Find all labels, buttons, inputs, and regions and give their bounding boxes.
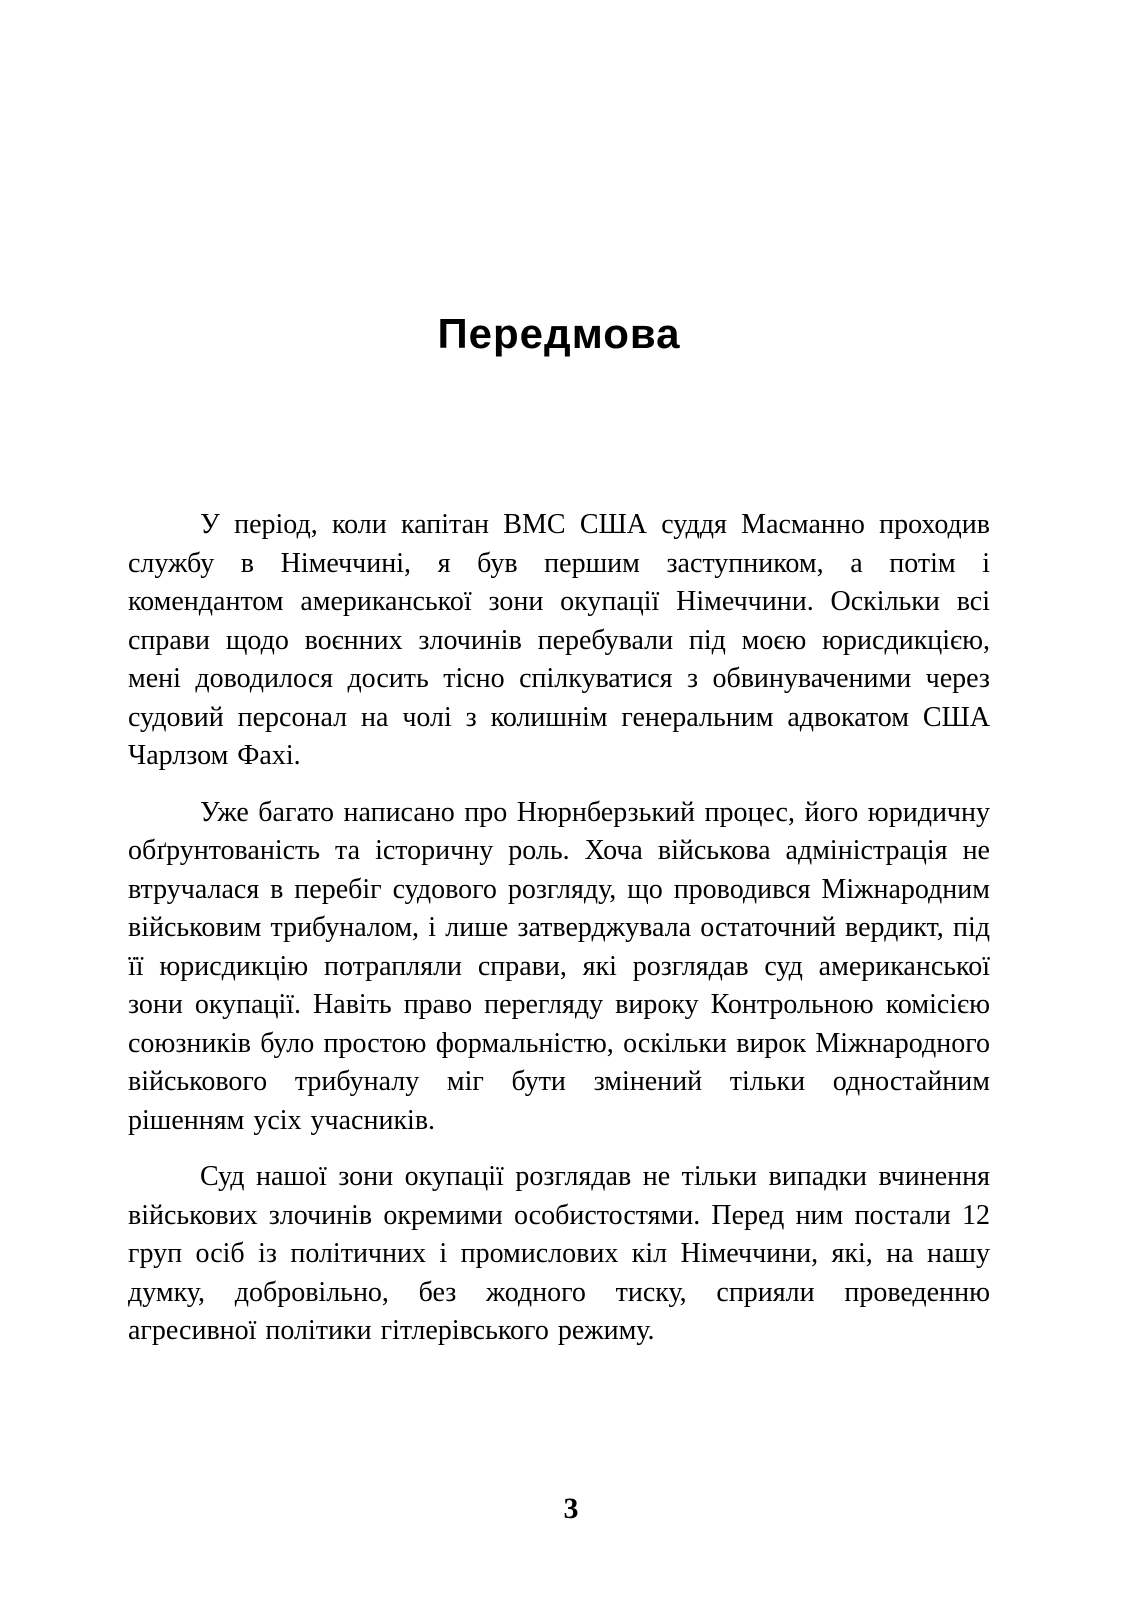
paragraph: Суд нашої зони окупації розглядав не тільки випадки вчинення військових злочинів окремими особистостями. Перед ним постали 12 груп осіб із політичних і промислових кіл Німеччини, які, на нашу думку, добровільно, без жодного тиску, сприяли проведенню агресивної політики гітлерівського режиму. xyxy=(128,1161,990,1346)
page-title: Передмова xyxy=(437,310,681,357)
paragraph: Уже багато написано про Нюрнберзький процес, його юридичну обґрунтованість та історичну роль. Хоча військова адміністрація не втручалася в перебіг судового розгляду, що проводився Міжнародним військовим трибуналом, і лише затверджувала остаточний вердикт, під її юрисдикцію потрапляли справи, які розглядав суд американської зони окупації. Навіть право перегляду вироку Контрольною комісією союзників було простою формальністю, оскільки вирок Міжнародного військового трибуналу міг бути змінений тільки одностайним рішенням усіх учасників. xyxy=(128,796,990,1136)
paragraph: У період, коли капітан ВМС США суддя Масманно проходив службу в Німеччині, я був першим заступником, а потім і комендантом американської зони окупації Німеччини. Оскільки всі справи щодо воєнних злочинів перебували під моєю юрисдикцією, мені доводилося досить тісно спілкуватися з обвинуваченими через судовий персонал на чолі з колишнім генеральним адвокатом США Чарлзом Фахі. xyxy=(128,509,990,771)
page-number: 3 xyxy=(563,1492,579,1525)
body-text xyxy=(128,506,990,1351)
page-content xyxy=(128,0,990,1369)
